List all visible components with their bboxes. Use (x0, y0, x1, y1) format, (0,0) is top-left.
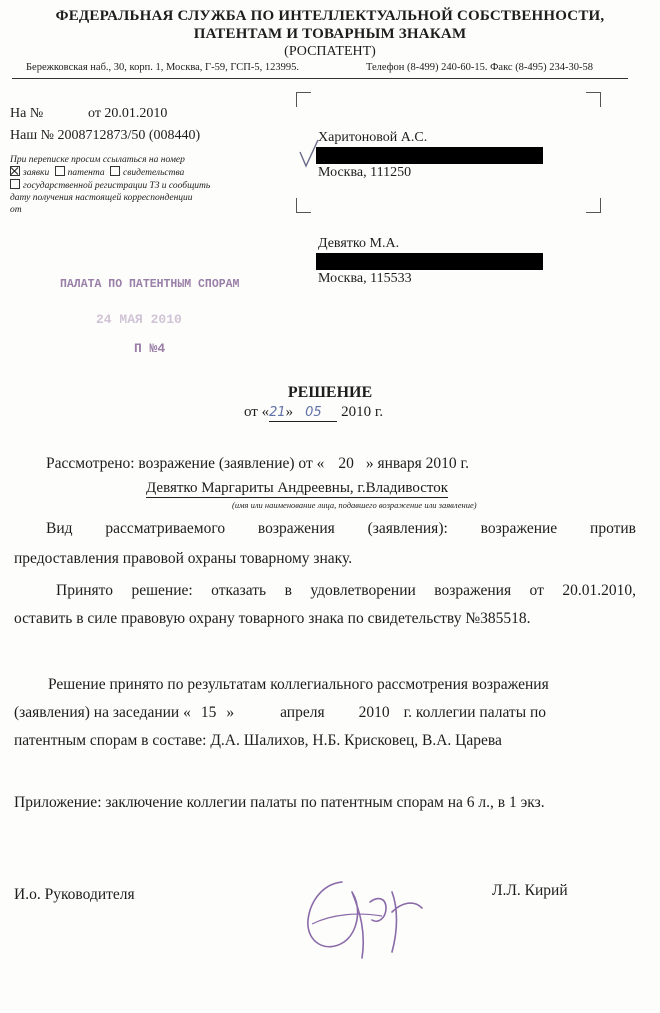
basis-prefix: (заявления) на заседании « (14, 704, 191, 721)
recipient-2-city: Москва, 115533 (318, 271, 412, 286)
option-registration: государственной регистрации ТЗ и сообщить (23, 181, 211, 191)
basis-line3: патентным спорам в составе: Д.А. Шалихов, Н.Б. Крисковец, В.А. Царева (14, 732, 502, 749)
reference-note-line1: При переписке просим ссылаться на номер (10, 155, 185, 165)
decision-date-prefix: от « (244, 404, 270, 420)
basis-quote: » (226, 704, 235, 721)
agency-phone: Телефон (8-499) 240-60-15. Факс (8-495) 234-30-58 (366, 62, 594, 73)
decision-date-day: 21 (269, 405, 286, 420)
reference-note-line2: дату получения настоящей корреспонденции (10, 193, 193, 203)
applicant-caption: (имя или наименование лица, подавшего возражение или заявление) (232, 500, 477, 510)
decision-accepted-line1: Принято решение: отказать в удовлетворении возражения от 20.01.2010, (56, 582, 636, 599)
considered-day: 20 (338, 455, 354, 472)
recipient-1-redaction (316, 147, 543, 164)
address-bracket-top-left (296, 92, 311, 107)
recipient-1-name: Харитоновой А.С. (318, 130, 428, 145)
basis-day: 15 (200, 704, 217, 721)
checkbox-certificate (110, 166, 120, 176)
address-bracket-bottom-right (586, 198, 601, 213)
our-number: Наш № 2008712873/50 (008440) (10, 128, 201, 143)
handwritten-signature-icon (282, 862, 432, 974)
decision-date-fill (269, 404, 337, 422)
checkbox-registration (10, 179, 20, 189)
decision-date (244, 404, 383, 422)
reference-note (10, 154, 210, 216)
basis-line2 (14, 704, 546, 722)
considered-line (46, 455, 469, 473)
agency-address: Бережковская наб., 30, корп. 1, Москва, Г-59, ГСП-5, 123995. (26, 62, 300, 73)
option-certificate: свидетельства (122, 168, 185, 178)
option-application: заявки (23, 168, 50, 178)
your-date: от 20.01.2010 (88, 106, 168, 121)
basis-year: 2010 (358, 704, 390, 721)
reference-options-row2 (10, 179, 210, 192)
address-bracket-bottom-left (296, 198, 311, 213)
agency-short-name: (РОСПАТЕНТ) (284, 44, 376, 59)
decision-date-quote: » (285, 404, 294, 420)
stamp-chamber: ПАЛАТА ПО ПАТЕНТНЫМ СПОРАМ (60, 278, 240, 291)
basis-month: апреля (280, 704, 325, 721)
your-number-label: На № (10, 106, 44, 121)
decision-date-year: 2010 г. (341, 404, 384, 420)
objection-type-line2: предоставления правовой охраны товарному знаку. (14, 550, 353, 567)
stamp-date: 24 МАЯ 2010 (96, 312, 182, 327)
recipient-2-name: Девятко М.А. (318, 236, 400, 251)
attachment-note: Приложение: заключение коллегии палаты по патентным спорам на 6 л., в 1 экз. (14, 794, 545, 811)
reference-options-row1 (10, 166, 210, 179)
checkbox-patent (55, 166, 65, 176)
considered-rest: » января 2010 г. (365, 455, 470, 472)
header-divider (12, 78, 628, 79)
option-patent: патента (67, 168, 105, 178)
recipient-2-redaction (316, 253, 543, 270)
reference-note-line3: от (10, 205, 22, 215)
applicant-name: Девятко Маргариты Андреевны, г.Владивосток (146, 480, 449, 496)
considered-label: Рассмотрено: возражение (заявление) от « (46, 455, 325, 472)
recipient-1-city: Москва, 111250 (318, 165, 412, 180)
decision-accepted-line2: оставить в силе правовую охрану товарного знака по свидетельству №385518. (14, 610, 531, 627)
objection-type-line1: Вид рассматриваемого возражения (заявления): возражение против (46, 520, 636, 537)
decision-title: РЕШЕНИЕ (287, 384, 373, 401)
signer-name: Л.Л. Кирий (492, 882, 568, 899)
checkbox-application-checked (10, 166, 20, 176)
decision-date-month: 05 (305, 405, 322, 420)
agency-name-line1: ФЕДЕРАЛЬНАЯ СЛУЖБА ПО ИНТЕЛЛЕКТУАЛЬНОЙ СОБСТВЕННОСТИ, (55, 8, 605, 24)
basis-suffix: г. коллегии палаты по (403, 704, 547, 721)
basis-line1: Решение принято по результатам коллегиального рассмотрения возражения (48, 676, 549, 693)
signer-role: И.о. Руководителя (14, 886, 135, 903)
agency-name-line2: ПАТЕНТАМ И ТОВАРНЫМ ЗНАКАМ (193, 26, 467, 42)
stamp-room: П №4 (134, 341, 166, 356)
address-bracket-top-right (586, 92, 601, 107)
